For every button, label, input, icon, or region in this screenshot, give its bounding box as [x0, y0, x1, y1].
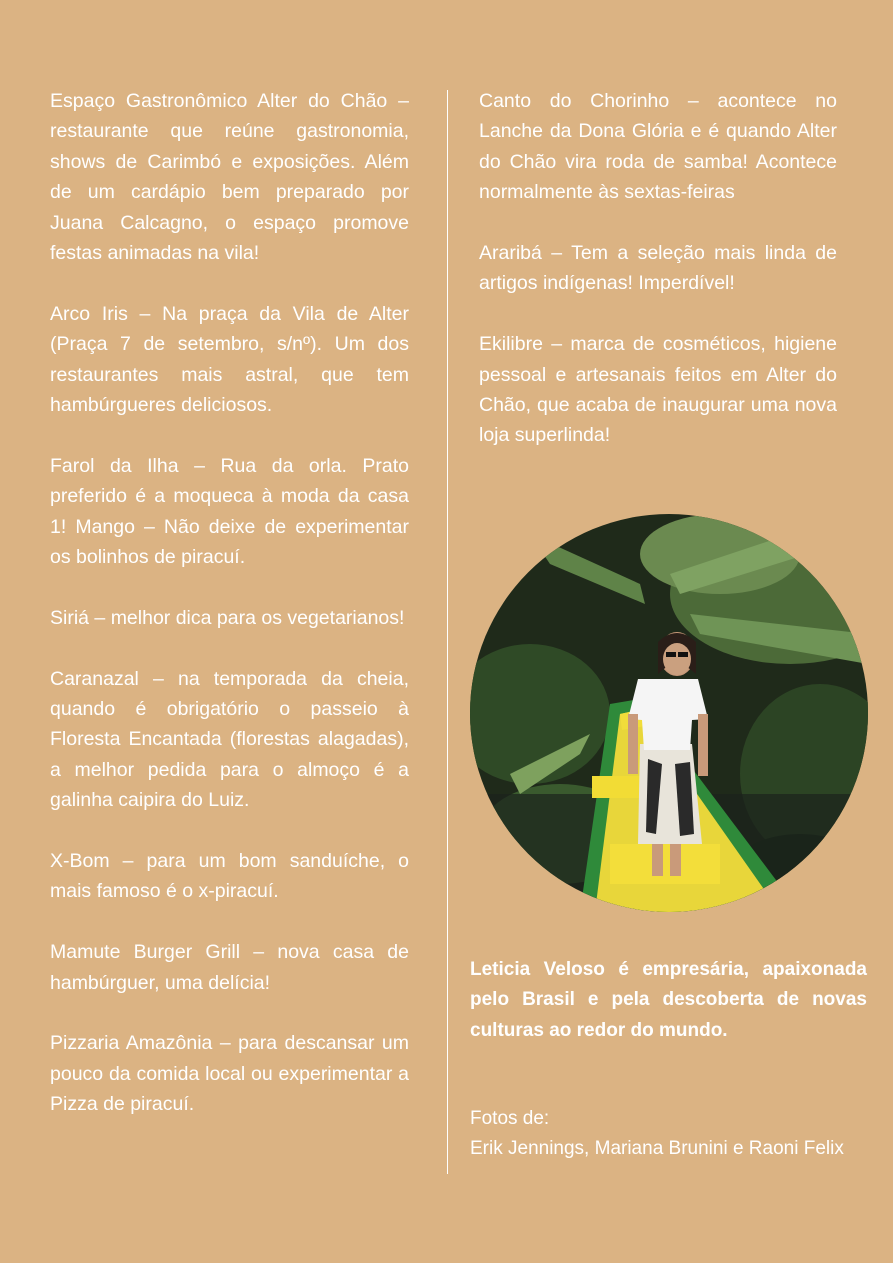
paragraph-caranazal: Caranazal – na temporada da cheia, quando é obrigatório o passeio à Floresta Encantada (florestas alagadas), a melhor pedida para o almoço é a galinha caipira do Luiz.: [50, 667, 409, 812]
portrait-photo: [470, 514, 868, 912]
paragraph-farol-da-ilha: Farol da Ilha – Rua da orla. Prato preferido é a moqueca à moda da casa 1! Mango – Não deixe de experimentar os bolinhos de piracuí.: [50, 454, 409, 569]
author-bio: Leticia Veloso é empresária, apaixonada pelo Brasil e pela descoberta de novas culturas ao redor do mundo.: [470, 959, 867, 1041]
paragraph-mamute-burger: Mamute Burger Grill – nova casa de hambúrguer, uma delícia!: [50, 941, 409, 994]
photo-credits-label: Fotos de:: [470, 1108, 550, 1129]
left-column: [50, 86, 409, 1150]
photo-credits: [470, 1104, 880, 1165]
right-column: [479, 86, 837, 481]
portrait-illustration: [470, 514, 868, 912]
paragraph-canto-do-chorinho: Canto do Chorinho – acontece no Lanche da Dona Glória e é quando Alter do Chão vira roda de samba! Acontece normalmente às sextas-feiras: [479, 90, 837, 204]
paragraph-pizzaria-amazonia: Pizzaria Amazônia – para descansar um pouco da comida local ou experimentar a Pizza de piracuí.: [50, 1032, 409, 1116]
paragraph-siria: Siriá – melhor dica para os vegetarianos!: [50, 606, 405, 629]
paragraph-arariba: Araribá – Tem a seleção mais linda de artigos indígenas! Imperdível!: [479, 242, 837, 295]
photo-credits-names: Erik Jennings, Mariana Brunini e Raoni Felix: [470, 1138, 844, 1160]
paragraph-arco-iris: Arco Iris – Na praça da Vila de Alter (Praça 7 de setembro, s/nº). Um dos restaurantes mais astral, que tem hambúrgueres deliciosos.: [50, 302, 409, 417]
paragraph-ekilibre: Ekilibre – marca de cosméticos, higiene pessoal e artesanais feitos em Alter do Chão, que acaba de inaugurar uma nova loja superlinda!: [479, 333, 837, 447]
column-divider: [447, 90, 448, 1174]
paragraph-espaco-gastronomico: Espaço Gastronômico Alter do Chão – restaurante que reúne gastronomia, shows de Carimbó e exposições. Além de um cardápio bem preparado por Juana Calcagno, o espaço promove festas animadas na vila!: [50, 90, 409, 265]
paragraph-x-bom: X-Bom – para um bom sanduíche, o mais famoso é o x-piracuí.: [50, 850, 409, 903]
